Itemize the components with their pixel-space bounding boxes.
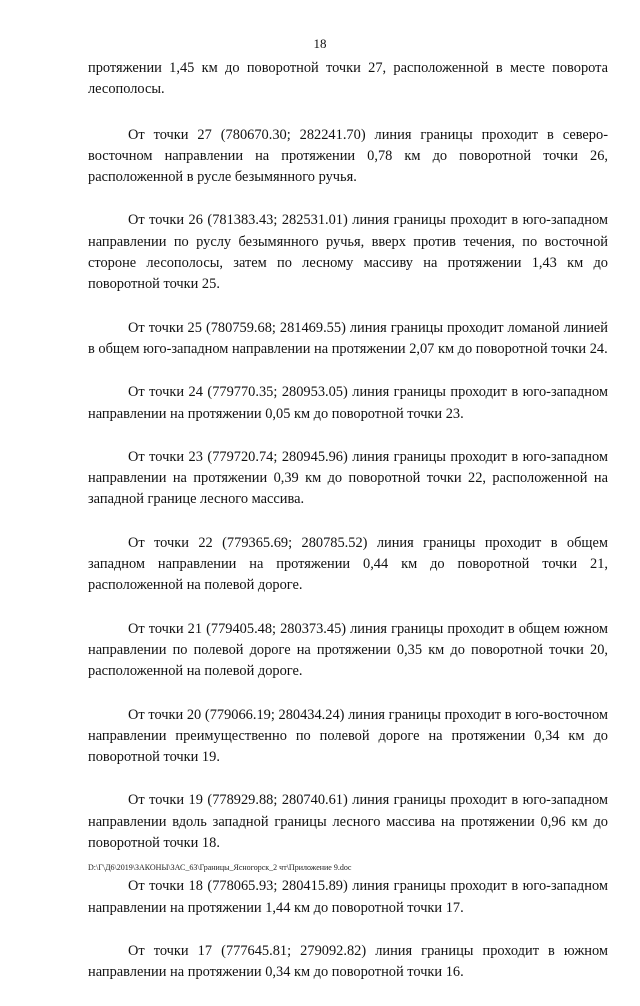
paragraph-continuation: протяжении 1,45 км до поворотной точки 27, расположенной в месте поворота лесополосы. (88, 60, 608, 98)
paragraph-point-25: От точки 25 (780759.68; 281469.55) линия границы проходит ломаной линией в общем юго-западном направлении на протяжении 2,07 км до поворотной точки 24. (88, 319, 608, 357)
paragraph-point-27: От точки 27 (780670.30; 282241.70) линия границы проходит в северо-восточном направлении на протяжении 0,78 км до поворотной точки 26, расположенной в русле безымянного ручья. (88, 126, 608, 186)
paragraph-point-24: От точки 24 (779770.35; 280953.05) линия границы проходит в юго-западном направлении на протяжении 0,05 км до поворотной точки 23. (88, 384, 608, 422)
paragraph-point-19: От точки 19 (778929.88; 280740.61) линия границы проходит в юго-западном направлении вдоль западной границы лесного массива на протяжении 0,96 км до поворотной точки 18. (88, 792, 608, 852)
paragraph-point-20: От точки 20 (779066.19; 280434.24) линия границы проходит в юго-восточном направлении преимущественно по полевой дороге на протяжении 0,34 км до поворотной точки 19. (88, 706, 608, 766)
paragraph-point-18: От точки 18 (778065.93; 280415.89) линия границы проходит в юго-западном направлении на протяжении 1,44 км до поворотной точки 17. (88, 878, 608, 916)
paragraph-point-22: От точки 22 (779365.69; 280785.52) линия границы проходит в общем западном направлении на протяжении 0,44 км до поворотной точки 21, расположенной на полевой дороге. (88, 534, 608, 594)
page-number: 18 (313, 36, 327, 51)
paragraph-point-17: От точки 17 (777645.81; 279092.82) линия границы проходит в южном направлении на протяжении 0,34 км до поворотной точки 16. (88, 942, 608, 981)
paragraph-point-26: От точки 26 (781383.43; 282531.01) линия границы проходит в юго-западном направлении по руслу безымянного ручья, вверх против течения, по восточной стороне лесополосы, затем по лесному массиву на протяжении 1,43 км до поворотной точки 25. (88, 212, 608, 293)
footer-file-path: D:\Г\Д6\2019\ЗАКОНЫ\ЗАС_63\Границы_Ясногорск_2 чт\Приложение 9.doc (88, 863, 352, 872)
paragraph-point-23: От точки 23 (779720.74; 280945.96) линия границы проходит в юго-западном направлении на протяжении 0,39 км до поворотной точки 22, расположенной на западной границе лесного массива. (88, 448, 608, 508)
paragraph-point-21: От точки 21 (779405.48; 280373.45) линия границы проходит в общем южном направлении по полевой дороге на протяжении 0,35 км до поворотной точки 20, расположенной на полевой дороге. (88, 620, 608, 680)
